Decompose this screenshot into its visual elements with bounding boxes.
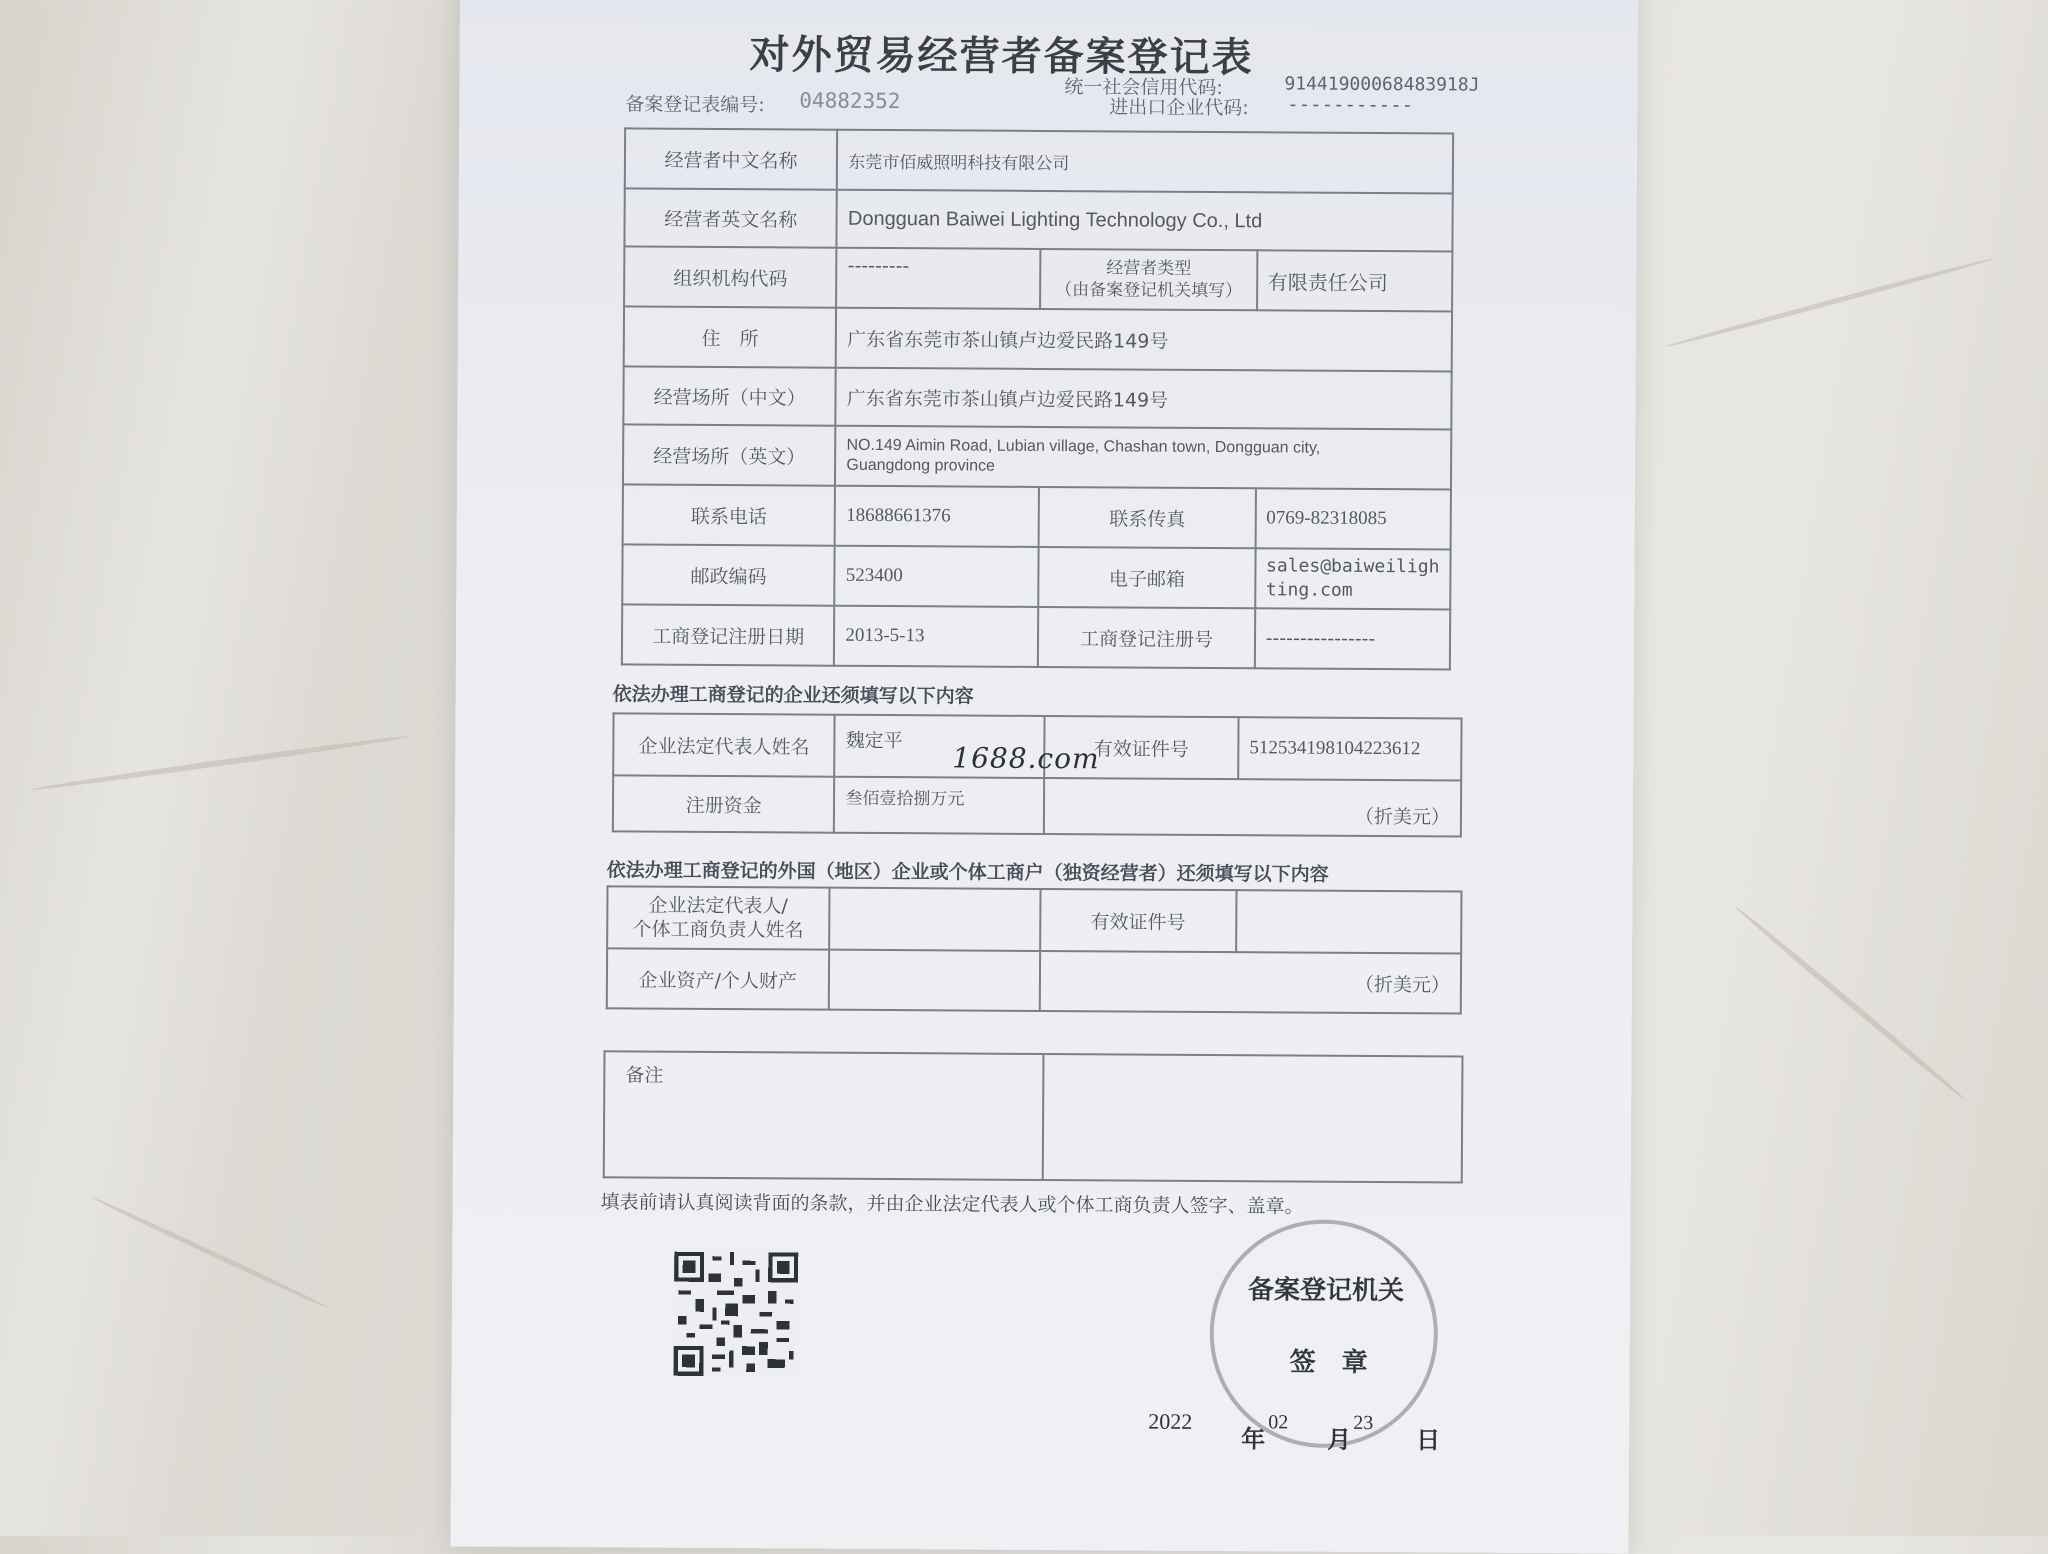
fax-label: 联系传真: [1039, 487, 1255, 548]
date-year: 2022: [1148, 1408, 1193, 1434]
record-no-label: 备案登记表编号:: [625, 93, 765, 117]
remarks-table: [603, 1050, 1464, 1183]
ie-code-value: -----------: [1287, 93, 1414, 117]
asset-value: [828, 950, 1040, 1011]
date-month-unit: 月: [1327, 1425, 1352, 1454]
reg-no-label: 工商登记注册号: [1038, 607, 1254, 668]
asset-label: 企业资产/个人财产: [607, 948, 829, 1009]
foreign-rep-label-line2: 个体工商负责人姓名: [632, 918, 804, 942]
date-day: 23: [1353, 1411, 1374, 1435]
date-year-unit: 年: [1241, 1425, 1266, 1454]
zip-label: 邮政编码: [622, 544, 835, 605]
ie-code-label: 进出口企业代码:: [1109, 96, 1249, 120]
foreign-id-label: 有效证件号: [1040, 889, 1236, 952]
seal-label: 签 章: [1289, 1347, 1368, 1378]
marble-vein: [31, 734, 408, 793]
record-no-value: 04882352: [799, 88, 901, 114]
address-value: 广东省东莞市茶山镇卢边爱民路149号: [836, 308, 1452, 372]
marble-vein: [1665, 256, 1995, 349]
section1-heading: 依法办理工商登记的企业还须填写以下内容: [612, 683, 974, 708]
org-code-label: 组织机构代码: [624, 246, 837, 307]
authority-label: 备案登记机关: [1247, 1275, 1405, 1307]
asset-usd-note: （折美元）: [1040, 951, 1461, 1014]
place-cn-value: 广东省东莞市茶山镇卢边爱民路149号: [836, 368, 1452, 430]
marble-vein: [91, 1195, 329, 1309]
zip-value: 523400: [835, 546, 1039, 607]
date-day-unit: 日: [1416, 1426, 1441, 1455]
qr-code: [674, 1250, 799, 1379]
main-info-table: [621, 127, 1454, 670]
legal-rep-label: 企业法定代表人姓名: [613, 713, 835, 776]
en-name-label: 经营者英文名称: [624, 188, 837, 247]
credit-code-value: 91441900068483918J: [1284, 73, 1480, 96]
remarks-label: 备注: [604, 1051, 1044, 1180]
foreign-rep-label-line1: 企业法定代表人/: [648, 894, 788, 918]
email-line1: sales@baiweiligh: [1265, 555, 1440, 578]
form-title: 对外贸易经营者备案登记表: [749, 32, 1254, 82]
watermark-1688: 1688.com: [952, 741, 1100, 776]
phone-label: 联系电话: [623, 484, 836, 545]
fax-value: 0769-82318085: [1255, 488, 1451, 549]
section2-heading: 依法办理工商登记的外国（地区）企业或个体工商户（独资经营者）还须填写以下内容: [606, 859, 1329, 886]
place-en-label: 经营场所（英文）: [623, 424, 836, 485]
place-en-value: [835, 426, 1451, 490]
place-cn-label: 经营场所（中文）: [623, 366, 836, 425]
section2-table: [606, 885, 1463, 1014]
foreign-rep-label: [607, 886, 829, 949]
foreign-id-value: [1236, 890, 1462, 953]
reg-no-value: ----------------: [1254, 608, 1450, 669]
email-value: [1255, 548, 1451, 609]
capital-label: 注册资金: [613, 775, 835, 832]
reg-date-value: 2013-5-13: [834, 606, 1038, 667]
operator-type-label-line2: （由备案登记机关填写）: [1055, 280, 1243, 302]
reg-date-label: 工商登记注册日期: [622, 604, 835, 665]
official-seal: [1209, 1219, 1438, 1448]
id-no-label: 有效证件号: [1044, 716, 1239, 779]
email-line2: ting.com: [1265, 579, 1353, 601]
cn-name-label: 经营者中文名称: [625, 128, 838, 189]
capital-value: 叁佰壹拾捌万元: [834, 777, 1044, 834]
capital-usd-note: （折美元）: [1044, 778, 1462, 837]
date-month: 02: [1268, 1411, 1289, 1434]
registration-form-document: [450, 0, 1638, 1554]
legal-rep-value: 魏定平: [835, 715, 1045, 778]
en-name-value: Dongguan Baiwei Lighting Technology Co., Ltd: [837, 190, 1453, 252]
place-en-line2: Guangdong province: [846, 456, 996, 475]
phone-value: 18688661376: [835, 486, 1039, 547]
operator-type-label: [1040, 249, 1256, 310]
operator-type-label-line1: 经营者类型: [1106, 258, 1192, 279]
remarks-value: [1043, 1054, 1463, 1183]
address-label: 住 所: [624, 306, 837, 367]
footer-notice: 填表前请认真阅读背面的条款，并由企业法定代表人或个体工商负责人签字、盖章。: [600, 1191, 1304, 1218]
credit-code-label: 统一社会信用代码:: [1064, 76, 1223, 100]
email-label: 电子邮箱: [1039, 547, 1255, 608]
place-en-line1: NO.149 Aimin Road, Lubian village, Chashan town, Dongguan city,: [846, 436, 1321, 457]
id-no-value: 512534198104223612: [1238, 717, 1461, 780]
cn-name-value: 东莞市佰威照明科技有限公司: [837, 130, 1453, 194]
operator-type-value: 有限责任公司: [1257, 250, 1453, 311]
marble-vein: [1733, 904, 1967, 1101]
org-code-value: ---------: [836, 248, 1040, 309]
foreign-rep-value: [829, 888, 1041, 951]
